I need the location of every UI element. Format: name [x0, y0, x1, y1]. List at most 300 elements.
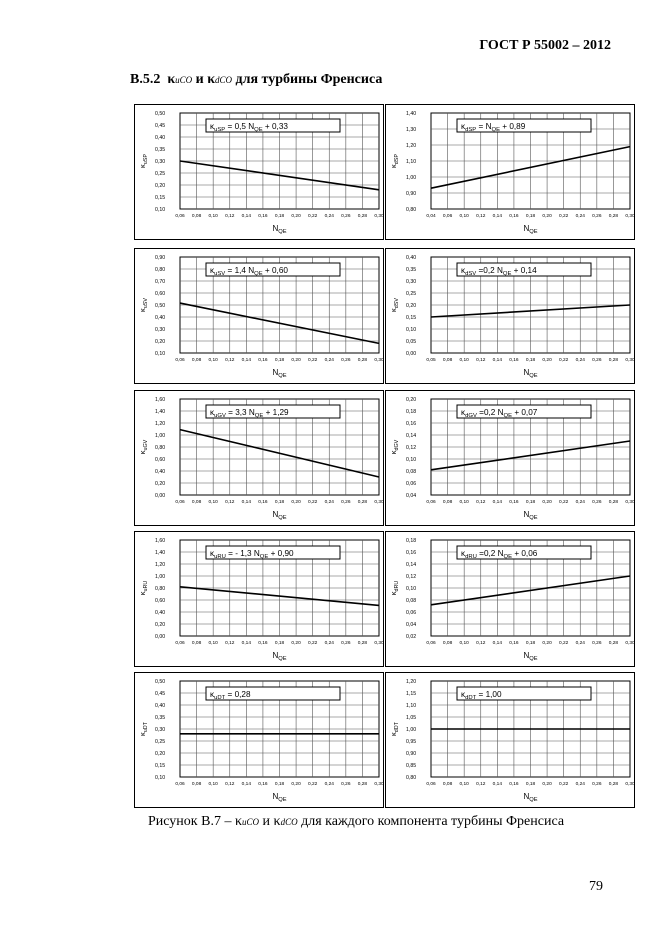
x-tick-label: 0,24	[324, 782, 334, 787]
x-tick-label: 0,28	[357, 358, 368, 363]
y-tick-label: 1,20	[406, 679, 417, 685]
x-tick-label: 0,16	[509, 500, 519, 505]
x-tick-label: 0,08	[191, 782, 202, 787]
y-tick-label: 0,20	[155, 751, 166, 757]
legend-formula-part-4: + 0,06	[512, 549, 538, 558]
x-tick-label: 0,20	[291, 641, 301, 646]
y-tick-label: 1,20	[155, 562, 166, 568]
x-axis-title	[272, 368, 286, 379]
x-tick-label: 0,12	[225, 782, 235, 787]
y-tick-label: 0,80	[155, 267, 166, 273]
legend-formula-part-4: + 0,07	[512, 408, 538, 417]
x-tick-label: 0,06	[442, 214, 453, 219]
y-tick-label: 1,30	[406, 127, 417, 133]
x-tick-label: 0,12	[476, 782, 486, 787]
y-tick-label: 0,45	[155, 691, 166, 697]
x-tick-label: 0,22	[558, 641, 569, 646]
x-tick-label: 0,18	[525, 358, 536, 363]
chart-dDT	[385, 672, 635, 808]
legend-formula-part-0: κ	[461, 122, 466, 131]
y-axis-title	[389, 154, 400, 168]
x-tick-label: 0,12	[476, 500, 486, 505]
y-tick-label: 0,50	[155, 111, 166, 117]
section-rest: для турбины Френсиса	[235, 72, 383, 87]
section-heading	[130, 72, 382, 88]
chart-svg-uRU	[135, 532, 382, 665]
x-axis-title	[523, 651, 537, 662]
y-tick-label: 1,20	[155, 421, 166, 427]
legend-formula-part-0: κ	[210, 408, 215, 417]
legend-formula-part-4: + 0,90	[268, 549, 294, 558]
x-tick-label: 0,16	[258, 641, 268, 646]
y-tick-label: 0,14	[406, 433, 417, 439]
legend-formula-part-1: dSP	[465, 127, 477, 133]
x-tick-label: 0,12	[225, 214, 235, 219]
y-axis-title-part-1: uRU	[143, 580, 149, 592]
x-tick-label: 0,22	[307, 641, 318, 646]
legend-formula-part-0: κ	[210, 122, 215, 131]
y-tick-label: 0,10	[406, 327, 417, 333]
x-tick-label: 0,16	[509, 641, 519, 646]
legend-formula-part-4: + 0,14	[511, 266, 537, 275]
x-tick-label: 0,26	[592, 214, 602, 219]
legend-formula-part-1: uSP	[214, 127, 226, 133]
x-tick-label: 0,24	[575, 641, 585, 646]
x-tick-label: 0,30	[625, 641, 635, 646]
y-axis-title	[389, 581, 400, 596]
y-axis-title-part-1: dGV	[394, 439, 400, 451]
y-tick-label: 0,04	[406, 493, 417, 499]
section-k1-sub: uCO	[175, 75, 193, 85]
y-tick-label: 0,08	[406, 469, 417, 475]
y-tick-label: 0,35	[406, 267, 417, 273]
x-tick-label: 0,08	[191, 641, 202, 646]
x-tick-label: 0,10	[459, 641, 469, 646]
y-tick-label: 1,00	[155, 574, 166, 580]
y-tick-label: 0,30	[155, 727, 166, 733]
x-tick-label: 0,04	[426, 214, 436, 219]
x-tick-label: 0,28	[608, 358, 619, 363]
x-tick-label: 0,28	[608, 782, 619, 787]
x-tick-label: 0,16	[509, 782, 519, 787]
legend-formula-part-1: uDT	[214, 695, 226, 701]
x-tick-label: 0,14	[492, 214, 503, 219]
y-tick-label: 0,35	[155, 147, 166, 153]
x-axis-title	[272, 651, 286, 662]
x-tick-label: 0,14	[492, 641, 503, 646]
x-tick-label: 0,14	[492, 500, 503, 505]
x-axis-title-part-0: N	[272, 510, 279, 519]
y-axis-title-part-0: κ	[389, 732, 398, 736]
x-tick-label: 0,14	[241, 214, 252, 219]
y-axis-title	[138, 581, 149, 596]
y-tick-label: 0,12	[406, 445, 417, 451]
legend-formula-part-2: = 1,4 N	[225, 266, 255, 275]
legend-formula-part-3: QE	[254, 127, 263, 133]
x-tick-label: 0,08	[191, 500, 202, 505]
x-axis-title-part-0: N	[523, 510, 530, 519]
chart-svg-dSV	[386, 249, 633, 382]
y-axis-title	[389, 298, 400, 312]
x-tick-label: 0,10	[208, 358, 218, 363]
y-tick-label: 0,80	[406, 207, 417, 213]
y-tick-label: 0,10	[155, 351, 166, 357]
x-tick-label: 0,12	[225, 500, 235, 505]
x-tick-label: 0,20	[542, 214, 552, 219]
x-tick-label: 0,18	[525, 782, 536, 787]
y-tick-label: 0,20	[155, 339, 166, 345]
y-axis-title	[138, 439, 149, 454]
y-tick-label: 0,20	[406, 397, 417, 403]
legend-formula-part-2: =0,2 N	[476, 549, 504, 558]
x-tick-label: 0,30	[625, 782, 635, 787]
legend-formula-part-0: κ	[210, 549, 215, 558]
legend-formula-part-3: QE	[254, 413, 264, 419]
y-axis-title-part-0: κ	[138, 732, 147, 736]
y-tick-label: 0,60	[155, 291, 166, 297]
caption-k1-sub: uCO	[242, 817, 260, 827]
x-tick-label: 0,12	[225, 641, 235, 646]
y-tick-label: 0,05	[406, 339, 417, 345]
x-tick-label: 0,26	[592, 782, 602, 787]
legend-formula-part-1: dDT	[465, 695, 477, 701]
legend-formula-part-0: κ	[461, 408, 466, 417]
x-axis-title	[523, 792, 537, 803]
x-tick-label: 0,22	[558, 500, 569, 505]
x-axis-title-part-1: QE	[278, 515, 287, 521]
x-tick-label: 0,26	[341, 358, 351, 363]
legend-formula-part-2: =0,2 N	[476, 408, 504, 417]
section-conj: и	[195, 72, 204, 87]
chart-svg-dRU	[386, 532, 633, 665]
x-tick-label: 0,06	[426, 641, 436, 646]
x-tick-label: 0,30	[374, 641, 384, 646]
y-tick-label: 0,35	[155, 715, 166, 721]
x-tick-label: 0,05	[426, 358, 436, 363]
x-axis-title-part-1: QE	[278, 373, 287, 379]
x-tick-label: 0,10	[459, 782, 469, 787]
x-tick-label: 0,10	[459, 214, 469, 219]
x-tick-label: 0,08	[191, 358, 202, 363]
x-tick-label: 0,26	[592, 358, 602, 363]
y-tick-label: 0,20	[406, 303, 417, 309]
x-tick-label: 0,12	[476, 641, 486, 646]
y-tick-label: 0,06	[406, 610, 417, 616]
x-tick-label: 0,24	[575, 358, 585, 363]
y-tick-label: 0,85	[406, 763, 417, 769]
x-tick-label: 0,28	[357, 782, 368, 787]
legend-formula-part-1: dSV	[465, 271, 477, 277]
x-tick-label: 0,26	[341, 641, 351, 646]
y-tick-label: 1,00	[406, 175, 417, 181]
y-tick-label: 0,95	[406, 739, 417, 745]
y-axis-title	[138, 298, 149, 312]
x-tick-label: 0,22	[558, 214, 569, 219]
x-tick-label: 0,10	[208, 782, 218, 787]
x-tick-label: 0,22	[307, 358, 318, 363]
x-tick-label: 0,16	[258, 782, 268, 787]
legend-formula-part-3: QE	[503, 554, 513, 560]
x-tick-label: 0,14	[492, 782, 503, 787]
y-axis-title	[389, 721, 400, 736]
y-tick-label: 0,40	[155, 610, 166, 616]
x-tick-label: 0,28	[608, 641, 619, 646]
x-tick-label: 0,24	[575, 782, 585, 787]
chart-svg-uDT	[135, 673, 382, 806]
chart-dGV	[385, 390, 635, 526]
y-tick-label: 1,00	[155, 433, 166, 439]
legend-formula-part-3: QE	[503, 413, 513, 419]
y-tick-label: 0,00	[155, 634, 166, 640]
x-tick-label: 0,24	[324, 641, 334, 646]
x-tick-label: 0,14	[241, 500, 252, 505]
chart-svg-dGV	[386, 391, 633, 524]
chart-svg-uGV	[135, 391, 382, 524]
x-tick-label: 0,06	[426, 782, 436, 787]
caption-prefix: Рисунок В.7 –	[148, 814, 232, 829]
x-tick-label: 0,18	[274, 358, 285, 363]
legend-formula-part-2: = 3,3 N	[225, 408, 255, 417]
section-k1: κ	[167, 72, 176, 87]
legend-formula-part-1: dRU	[465, 554, 477, 560]
x-tick-label: 0,10	[208, 500, 218, 505]
x-tick-label: 0,14	[492, 358, 503, 363]
y-tick-label: 0,02	[406, 634, 417, 640]
x-axis-title-part-0: N	[272, 651, 279, 660]
y-tick-label: 0,16	[406, 550, 417, 556]
y-axis-title	[389, 439, 400, 454]
y-axis-title-part-0: κ	[138, 450, 147, 455]
x-tick-label: 0,28	[608, 500, 619, 505]
y-tick-label: 0,04	[406, 622, 417, 628]
x-axis-title	[523, 510, 537, 521]
x-axis-title	[272, 224, 286, 235]
y-tick-label: 1,10	[406, 159, 417, 165]
y-tick-label: 0,40	[155, 703, 166, 709]
legend-formula-part-0: κ	[461, 549, 466, 558]
y-axis-title-part-0: κ	[138, 591, 147, 596]
legend-formula-part-1: uRU	[214, 554, 226, 560]
x-tick-label: 0,30	[625, 214, 635, 219]
x-axis-title-part-0: N	[523, 792, 530, 801]
x-tick-label: 0,06	[426, 500, 436, 505]
x-tick-label: 0,16	[258, 214, 268, 219]
x-tick-label: 0,30	[374, 500, 384, 505]
y-axis-title-part-0: κ	[389, 164, 398, 168]
y-tick-label: 0,60	[155, 598, 166, 604]
legend-formula-part-3: QE	[259, 554, 269, 560]
x-tick-label: 0,14	[241, 782, 252, 787]
x-tick-label: 0,12	[225, 358, 235, 363]
x-tick-label: 0,20	[542, 500, 552, 505]
x-tick-label: 0,30	[374, 782, 384, 787]
x-tick-label: 0,26	[341, 782, 351, 787]
x-tick-label: 0,22	[307, 782, 318, 787]
legend-formula-part-3: QE	[491, 127, 500, 133]
y-axis-title-part-1: uSP	[143, 154, 149, 165]
legend-formula-part-0: κ	[210, 266, 215, 275]
legend-formula-part-4: + 1,29	[263, 408, 289, 417]
x-tick-label: 0,22	[558, 782, 569, 787]
y-axis-title-part-1: dDT	[394, 722, 400, 733]
y-tick-label: 0,50	[155, 303, 166, 309]
x-tick-label: 0,14	[241, 358, 252, 363]
y-tick-label: 0,16	[406, 421, 417, 427]
x-tick-label: 0,20	[291, 214, 301, 219]
y-tick-label: 0,25	[155, 171, 166, 177]
y-tick-label: 0,40	[406, 255, 417, 261]
y-axis-title-part-0: κ	[389, 591, 398, 596]
x-tick-label: 0,12	[476, 358, 486, 363]
y-tick-label: 1,20	[406, 143, 417, 149]
y-tick-label: 1,60	[155, 397, 166, 403]
y-tick-label: 0,20	[155, 481, 166, 487]
legend-formula-part-0: κ	[461, 690, 466, 699]
x-tick-label: 0,08	[191, 214, 202, 219]
x-tick-label: 0,18	[525, 500, 536, 505]
x-axis-title-part-1: QE	[529, 373, 538, 379]
chart-dSV	[385, 248, 635, 384]
x-tick-label: 0,06	[175, 500, 185, 505]
x-tick-label: 0,24	[324, 358, 334, 363]
legend-formula-part-2: = 0,28	[225, 690, 251, 699]
chart-dSP	[385, 104, 635, 240]
x-tick-label: 0,16	[509, 214, 519, 219]
y-axis-title	[138, 154, 149, 168]
x-tick-label: 0,20	[291, 500, 301, 505]
y-tick-label: 1,40	[155, 550, 166, 556]
chart-uSV	[134, 248, 384, 384]
x-axis-title-part-0: N	[272, 368, 279, 377]
y-axis-title-part-0: κ	[389, 450, 398, 455]
x-tick-label: 0,18	[274, 500, 285, 505]
x-tick-label: 0,24	[575, 214, 585, 219]
legend-formula-part-4: + 0,89	[500, 122, 526, 131]
y-tick-label: 0,10	[406, 457, 417, 463]
legend-formula-part-3: QE	[254, 271, 263, 277]
x-tick-label: 0,30	[374, 358, 384, 363]
x-tick-label: 0,24	[324, 214, 334, 219]
y-tick-label: 0,25	[406, 291, 417, 297]
figure-caption	[148, 814, 564, 830]
x-axis-title-part-1: QE	[278, 797, 287, 803]
section-k2-sub: dCO	[215, 75, 233, 85]
y-axis-title-part-1: uGV	[143, 439, 149, 451]
x-tick-label: 0,06	[175, 358, 185, 363]
chart-uGV	[134, 390, 384, 526]
y-tick-label: 0,15	[155, 195, 166, 201]
y-axis-title	[138, 721, 149, 736]
caption-conj: и	[262, 814, 271, 829]
x-tick-label: 0,18	[274, 214, 285, 219]
x-tick-label: 0,22	[307, 214, 318, 219]
legend-formula-part-1: dGV	[465, 413, 477, 419]
x-axis-title-part-1: QE	[278, 656, 287, 662]
y-axis-title-part-1: dSP	[394, 154, 400, 165]
x-tick-label: 0,30	[625, 358, 635, 363]
x-axis-title-part-1: QE	[529, 797, 538, 803]
y-tick-label: 0,45	[155, 123, 166, 129]
x-tick-label: 0,30	[625, 500, 635, 505]
x-axis-title-part-1: QE	[529, 515, 538, 521]
y-tick-label: 0,00	[406, 351, 417, 357]
x-axis-title-part-1: QE	[278, 229, 287, 235]
x-tick-label: 0,20	[542, 782, 552, 787]
x-tick-label: 0,06	[175, 782, 185, 787]
y-tick-label: 0,00	[155, 493, 166, 499]
x-axis-title-part-0: N	[523, 224, 530, 233]
x-tick-label: 0,28	[357, 641, 368, 646]
document-header: ГОСТ Р 55002 – 2012	[479, 38, 611, 53]
chart-dRU	[385, 531, 635, 667]
x-axis-title-part-0: N	[523, 368, 530, 377]
x-tick-label: 0,28	[357, 500, 368, 505]
y-tick-label: 0,40	[155, 469, 166, 475]
y-axis-title-part-0: κ	[138, 164, 147, 168]
legend-formula-part-1: uSV	[214, 271, 226, 277]
legend-formula-part-4: + 0,33	[262, 122, 288, 131]
x-tick-label: 0,20	[291, 782, 301, 787]
x-axis-title-part-0: N	[523, 651, 530, 660]
legend-formula-part-0: κ	[461, 266, 466, 275]
legend-formula-part-1: uGV	[214, 413, 226, 419]
y-tick-label: 0,15	[406, 315, 417, 321]
chart-uSP	[134, 104, 384, 240]
x-tick-label: 0,28	[357, 214, 368, 219]
y-tick-label: 0,18	[406, 538, 417, 544]
y-axis-title-part-1: dSV	[394, 298, 400, 309]
y-axis-title-part-1: uSV	[143, 298, 149, 309]
x-axis-title-part-0: N	[272, 792, 279, 801]
chart-svg-dSP	[386, 105, 633, 238]
x-tick-label: 0,10	[208, 214, 218, 219]
x-tick-label: 0,20	[291, 358, 301, 363]
x-axis-title	[272, 510, 286, 521]
chart-svg-uSV	[135, 249, 382, 382]
x-tick-label: 0,30	[374, 214, 384, 219]
x-axis-title	[272, 792, 286, 803]
y-tick-label: 1,60	[155, 538, 166, 544]
caption-k2-sub: dCO	[280, 817, 298, 827]
page-number: 79	[589, 879, 603, 894]
x-tick-label: 0,16	[258, 358, 268, 363]
y-tick-label: 0,25	[155, 739, 166, 745]
y-tick-label: 0,60	[155, 457, 166, 463]
y-tick-label: 0,10	[406, 586, 417, 592]
caption-k1: κ	[234, 814, 243, 829]
x-tick-label: 0,12	[476, 214, 486, 219]
legend-formula-part-2: = 0,5 N	[225, 122, 255, 131]
y-tick-label: 0,10	[155, 775, 166, 781]
y-tick-label: 0,30	[155, 159, 166, 165]
y-tick-label: 1,40	[155, 409, 166, 415]
x-tick-label: 0,26	[341, 214, 351, 219]
x-tick-label: 0,06	[175, 214, 185, 219]
x-tick-label: 0,20	[542, 641, 552, 646]
y-tick-label: 1,10	[406, 703, 417, 709]
y-tick-label: 0,06	[406, 481, 417, 487]
y-tick-label: 0,12	[406, 574, 417, 580]
y-tick-label: 1,00	[406, 727, 417, 733]
x-tick-label: 0,14	[241, 641, 252, 646]
x-tick-label: 0,16	[258, 500, 268, 505]
y-tick-label: 0,30	[155, 327, 166, 333]
x-tick-label: 0,10	[208, 641, 218, 646]
y-tick-label: 0,90	[406, 751, 417, 757]
legend-formula-part-2: =0,2 N	[476, 266, 503, 275]
x-tick-label: 0,06	[175, 641, 185, 646]
legend-formula-part-2: = 1,00	[476, 690, 502, 699]
